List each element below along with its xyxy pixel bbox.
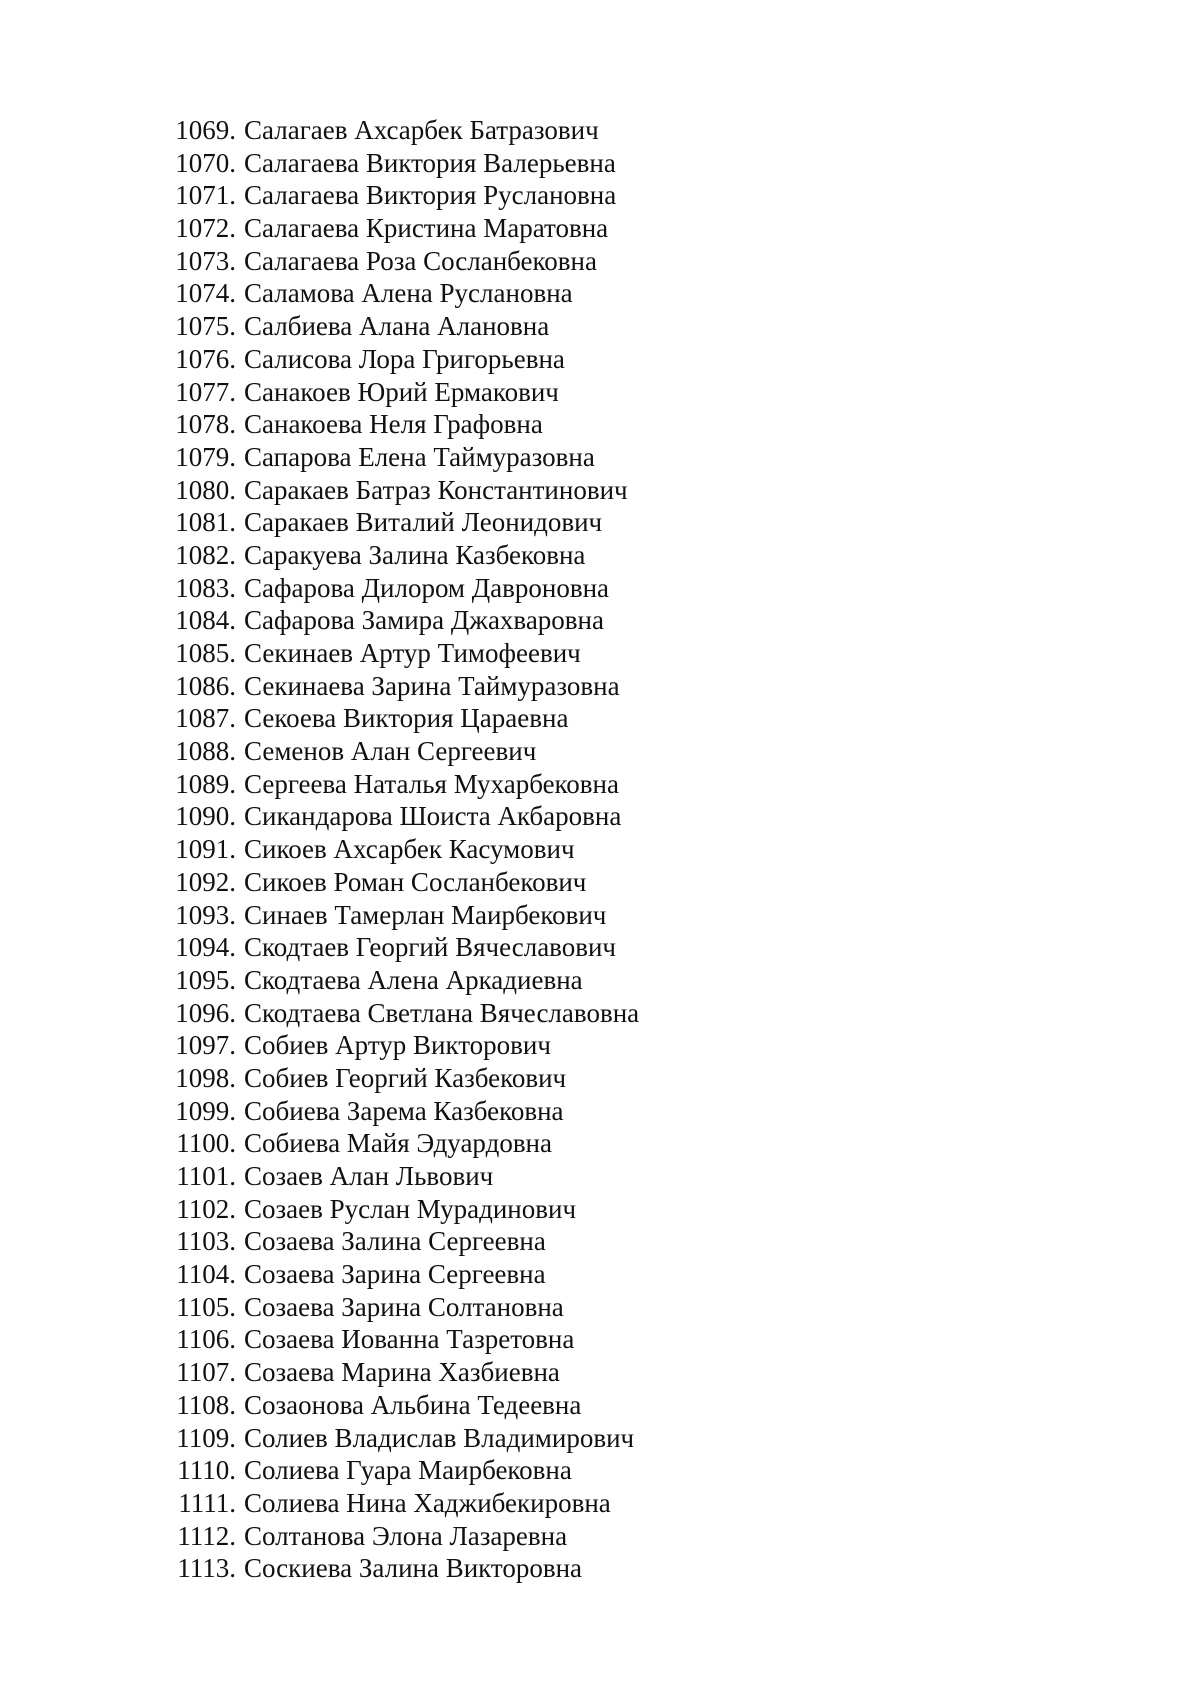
item-name: Сапарова Елена Таймуразовна (244, 441, 595, 472)
item-name: Собиева Майя Эдуардовна (244, 1128, 552, 1159)
item-number: 1097. (175, 1030, 236, 1061)
item-number: 1106. (176, 1324, 236, 1355)
list-item (0, 310, 1200, 343)
item-name: Секоева Виктория Цараевна (244, 703, 569, 734)
item-name: Сафарова Дилором Давроновна (244, 572, 610, 603)
item-number: 1108. (176, 1389, 236, 1420)
list-item (0, 572, 1200, 605)
item-number: 1112. (177, 1520, 236, 1551)
item-number: 1100. (176, 1128, 236, 1159)
item-number: 1098. (175, 1062, 236, 1093)
item-number: 1107. (176, 1357, 236, 1388)
item-name: Саламова Алена Руслановна (244, 278, 573, 309)
item-number: 1084. (175, 605, 236, 636)
list-item (0, 637, 1200, 670)
list-item (0, 376, 1200, 409)
list-item (0, 474, 1200, 507)
item-name: Семенов Алан Сергеевич (244, 736, 537, 767)
item-name: Созаева Залина Сергеевна (244, 1226, 546, 1257)
item-name: Собиев Артур Викторович (244, 1030, 551, 1061)
item-name: Скодтаева Светлана Вячеславовна (244, 997, 640, 1028)
list-item (0, 833, 1200, 866)
list-item (0, 506, 1200, 539)
item-name: Скодтаева Алена Аркадиевна (244, 964, 583, 995)
list-item (0, 997, 1200, 1030)
item-number: 1101. (176, 1161, 236, 1191)
list-item (0, 899, 1200, 932)
item-name: Созаонова Альбина Тедеевна (244, 1389, 582, 1420)
list-item (0, 277, 1200, 310)
item-number: 1086. (175, 670, 236, 701)
item-name: Санакоев Юрий Ермакович (244, 376, 559, 407)
item-number: 1081. (175, 507, 236, 538)
list-item (0, 245, 1200, 278)
item-number: 1102. (176, 1193, 236, 1224)
item-name: Сафарова Замира Джахваровна (244, 605, 604, 636)
list-item (0, 1487, 1200, 1520)
item-number: 1096. (175, 997, 236, 1028)
item-number: 1110. (177, 1455, 236, 1486)
item-name: Созаева Марина Хазбиевна (244, 1357, 560, 1388)
list-item (0, 768, 1200, 801)
list-item (0, 1552, 1200, 1585)
list-item (0, 441, 1200, 474)
list-item (0, 1520, 1200, 1553)
item-number: 1070. (175, 147, 236, 178)
list-item (0, 1127, 1200, 1160)
list-item (0, 1225, 1200, 1258)
item-name: Созаева Зарина Солтановна (244, 1291, 564, 1322)
list-item (0, 1029, 1200, 1062)
list-item (0, 604, 1200, 637)
list-item (0, 114, 1200, 147)
item-name: Санакоева Неля Графовна (244, 409, 543, 440)
item-name: Солтанова Элона Лазаревна (244, 1520, 568, 1551)
item-name: Салагаева Кристина Маратовна (244, 213, 609, 244)
item-name: Солиева Нина Хаджибекировна (244, 1487, 611, 1518)
item-name: Секинаев Артур Тимофеевич (244, 638, 581, 668)
list-item (0, 735, 1200, 768)
list-item (0, 1356, 1200, 1389)
list-item (0, 1323, 1200, 1356)
list-item (0, 1193, 1200, 1226)
item-name: Сикандарова Шоиста Акбаровна (244, 801, 622, 832)
item-number: 1074. (175, 278, 236, 309)
item-name: Собиева Зарема Казбековна (244, 1095, 564, 1126)
name-list (0, 114, 1200, 1585)
list-item (0, 670, 1200, 703)
item-name: Скодтаев Георгий Вячеславович (244, 932, 617, 963)
item-number: 1085. (175, 638, 236, 668)
item-number: 1095. (175, 964, 236, 995)
item-number: 1075. (175, 311, 236, 342)
item-name: Саракаев Виталий Леонидович (244, 507, 603, 538)
list-item (0, 1389, 1200, 1422)
item-name: Секинаева Зарина Таймуразовна (244, 670, 620, 701)
item-number: 1088. (175, 736, 236, 767)
item-number: 1099. (175, 1095, 236, 1126)
list-item (0, 1095, 1200, 1128)
item-number: 1078. (175, 409, 236, 440)
item-name: Солиев Владислав Владимирович (244, 1422, 635, 1453)
item-name: Салагаева Виктория Валерьевна (244, 147, 616, 178)
item-number: 1103. (176, 1226, 236, 1257)
item-number: 1080. (175, 474, 236, 505)
item-number: 1105. (176, 1291, 236, 1322)
item-name: Сикоев Роман Сосланбекович (244, 866, 587, 897)
list-item (0, 866, 1200, 899)
item-number: 1077. (175, 376, 236, 407)
item-number: 1092. (175, 866, 236, 897)
item-number: 1113. (177, 1553, 236, 1584)
item-name: Салбиева Алана Алановна (244, 311, 550, 342)
item-name: Саракаев Батраз Константинович (244, 474, 628, 505)
item-number: 1089. (175, 768, 236, 799)
list-item (0, 408, 1200, 441)
list-item (0, 964, 1200, 997)
item-number: 1069. (175, 115, 236, 145)
item-number: 1094. (175, 932, 236, 963)
item-name: Соскиева Залина Викторовна (244, 1553, 583, 1584)
item-name: Салагаева Роза Сосланбековна (244, 245, 597, 276)
list-item (0, 539, 1200, 572)
item-name: Сикоев Ахсарбек Касумович (244, 834, 575, 865)
list-item (0, 800, 1200, 833)
item-name: Саракуева Залина Казбековна (244, 539, 586, 570)
list-item (0, 931, 1200, 964)
item-name: Сергеева Наталья Мухарбековна (244, 768, 619, 799)
item-name: Созаев Алан Львович (244, 1161, 494, 1191)
list-item (0, 1258, 1200, 1291)
item-name: Синаев Тамерлан Маирбекович (244, 899, 607, 930)
item-name: Солиева Гуара Маирбековна (244, 1455, 572, 1486)
item-number: 1087. (175, 703, 236, 734)
list-item (0, 1454, 1200, 1487)
item-number: 1071. (175, 180, 236, 211)
item-name: Созаева Зарина Сергеевна (244, 1259, 546, 1290)
item-number: 1076. (175, 343, 236, 374)
item-name: Созаева Иованна Тазретовна (244, 1324, 575, 1355)
item-number: 1079. (175, 441, 236, 472)
list-item (0, 1422, 1200, 1455)
list-item (0, 1062, 1200, 1095)
item-number: 1104. (176, 1259, 236, 1290)
item-number: 1109. (176, 1422, 236, 1453)
list-item (0, 1160, 1200, 1193)
list-item (0, 147, 1200, 180)
item-number: 1111. (178, 1487, 236, 1518)
item-name: Салисова Лора Григорьевна (244, 343, 565, 374)
item-name: Созаев Руслан Мурадинович (244, 1193, 577, 1224)
item-number: 1083. (175, 572, 236, 603)
item-number: 1090. (175, 801, 236, 832)
item-number: 1072. (175, 213, 236, 244)
list-item (0, 702, 1200, 735)
item-number: 1093. (175, 899, 236, 930)
item-name: Собиев Георгий Казбекович (244, 1062, 567, 1093)
list-item (0, 212, 1200, 245)
list-item (0, 1291, 1200, 1324)
list-item (0, 343, 1200, 376)
item-number: 1082. (175, 539, 236, 570)
list-item (0, 179, 1200, 212)
item-name: Салагаев Ахсарбек Батразович (244, 115, 599, 145)
item-number: 1073. (175, 245, 236, 276)
item-number: 1091. (175, 834, 236, 865)
item-name: Салагаева Виктория Руслановна (244, 180, 617, 211)
